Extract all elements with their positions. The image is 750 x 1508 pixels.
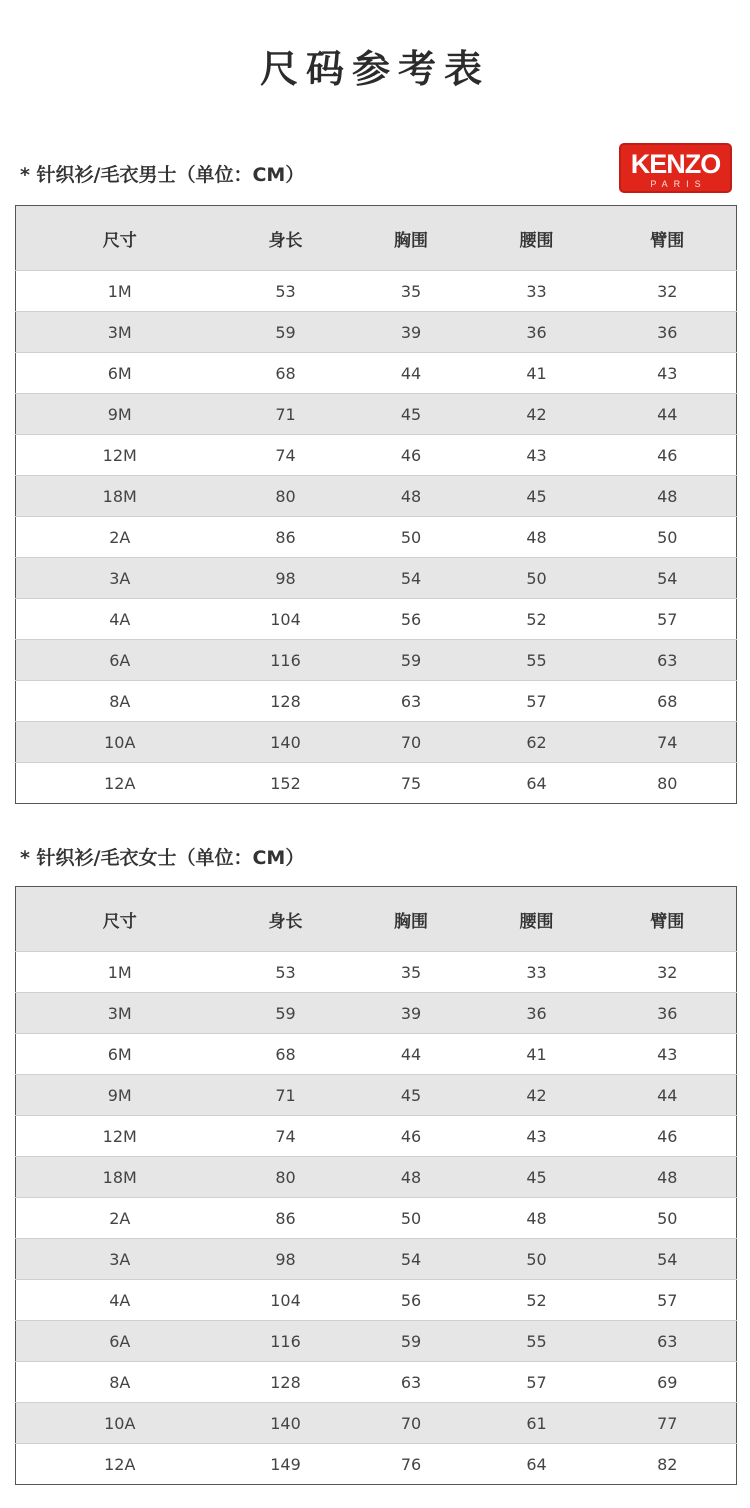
- cell-waist: 43: [475, 435, 599, 476]
- cell-arm: 32: [599, 952, 737, 993]
- column-header-chest: 胸围: [348, 887, 475, 952]
- cell-size: 12M: [16, 1116, 224, 1157]
- cell-arm: 48: [599, 476, 737, 517]
- cell-arm: 69: [599, 1362, 737, 1403]
- cell-waist: 45: [475, 476, 599, 517]
- cell-arm: 50: [599, 517, 737, 558]
- cell-length: 80: [224, 1157, 348, 1198]
- cell-chest: 45: [348, 394, 475, 435]
- cell-size: 6A: [16, 1321, 224, 1362]
- cell-length: 152: [224, 763, 348, 804]
- cell-waist: 45: [475, 1157, 599, 1198]
- cell-arm: 44: [599, 394, 737, 435]
- cell-waist: 64: [475, 1444, 599, 1485]
- cell-waist: 41: [475, 353, 599, 394]
- cell-length: 86: [224, 1198, 348, 1239]
- table-row: [16, 1321, 737, 1362]
- cell-waist: 64: [475, 763, 599, 804]
- table-row: [16, 1239, 737, 1280]
- cell-arm: 82: [599, 1444, 737, 1485]
- table-row: [16, 394, 737, 435]
- cell-chest: 63: [348, 681, 475, 722]
- cell-size: 12M: [16, 435, 224, 476]
- cell-length: 116: [224, 1321, 348, 1362]
- cell-arm: 46: [599, 435, 737, 476]
- cell-size: 10A: [16, 1403, 224, 1444]
- cell-waist: 42: [475, 1075, 599, 1116]
- cell-length: 74: [224, 435, 348, 476]
- cell-waist: 43: [475, 1116, 599, 1157]
- cell-arm: 80: [599, 763, 737, 804]
- cell-size: 1M: [16, 952, 224, 993]
- cell-waist: 52: [475, 599, 599, 640]
- cell-chest: 35: [348, 271, 475, 312]
- column-header-waist: 腰围: [475, 206, 599, 271]
- cell-size: 10A: [16, 722, 224, 763]
- column-header-chest: 胸围: [348, 206, 475, 271]
- cell-length: 71: [224, 394, 348, 435]
- cell-length: 128: [224, 681, 348, 722]
- cell-arm: 43: [599, 353, 737, 394]
- size-table-women: [15, 886, 737, 1485]
- cell-arm: 77: [599, 1403, 737, 1444]
- cell-length: 104: [224, 1280, 348, 1321]
- cell-size: 8A: [16, 1362, 224, 1403]
- cell-arm: 57: [599, 1280, 737, 1321]
- logo-brand: KENZO: [630, 149, 721, 179]
- table-row: [16, 681, 737, 722]
- cell-chest: 56: [348, 1280, 475, 1321]
- logo-sub: PARIS: [650, 179, 707, 189]
- cell-chest: 50: [348, 517, 475, 558]
- column-header-length: 身长: [224, 887, 348, 952]
- cell-arm: 43: [599, 1034, 737, 1075]
- cell-arm: 36: [599, 312, 737, 353]
- cell-chest: 63: [348, 1362, 475, 1403]
- cell-size: 4A: [16, 1280, 224, 1321]
- cell-length: 140: [224, 722, 348, 763]
- kenzo-logo: [619, 143, 732, 193]
- cell-waist: 50: [475, 1239, 599, 1280]
- section-title-women: * 针织衫/毛衣女士（单位：CM）: [20, 847, 305, 869]
- column-header-waist: 腰围: [475, 887, 599, 952]
- table-row: [16, 1362, 737, 1403]
- cell-length: 53: [224, 952, 348, 993]
- cell-arm: 63: [599, 1321, 737, 1362]
- table-row: [16, 1075, 737, 1116]
- cell-waist: 55: [475, 640, 599, 681]
- cell-waist: 48: [475, 517, 599, 558]
- table-row: [16, 435, 737, 476]
- table-row: [16, 993, 737, 1034]
- table-row: [16, 517, 737, 558]
- table-row: [16, 1280, 737, 1321]
- cell-size: 4A: [16, 599, 224, 640]
- cell-arm: 68: [599, 681, 737, 722]
- cell-size: 3A: [16, 558, 224, 599]
- cell-length: 98: [224, 558, 348, 599]
- table-row: [16, 1403, 737, 1444]
- cell-size: 3M: [16, 993, 224, 1034]
- cell-size: 12A: [16, 1444, 224, 1485]
- cell-size: 3M: [16, 312, 224, 353]
- cell-size: 2A: [16, 517, 224, 558]
- cell-length: 140: [224, 1403, 348, 1444]
- cell-chest: 59: [348, 640, 475, 681]
- cell-chest: 48: [348, 1157, 475, 1198]
- cell-size: 3A: [16, 1239, 224, 1280]
- cell-size: 8A: [16, 681, 224, 722]
- cell-size: 18M: [16, 476, 224, 517]
- cell-chest: 46: [348, 1116, 475, 1157]
- cell-chest: 44: [348, 1034, 475, 1075]
- cell-waist: 57: [475, 681, 599, 722]
- cell-waist: 42: [475, 394, 599, 435]
- cell-size: 6M: [16, 1034, 224, 1075]
- table-header-row: [16, 206, 737, 271]
- table-row: [16, 1034, 737, 1075]
- cell-length: 71: [224, 1075, 348, 1116]
- table-row: [16, 1444, 737, 1485]
- cell-length: 74: [224, 1116, 348, 1157]
- table-row: [16, 353, 737, 394]
- cell-arm: 44: [599, 1075, 737, 1116]
- cell-chest: 46: [348, 435, 475, 476]
- cell-length: 86: [224, 517, 348, 558]
- cell-chest: 44: [348, 353, 475, 394]
- cell-chest: 35: [348, 952, 475, 993]
- cell-size: 18M: [16, 1157, 224, 1198]
- cell-chest: 39: [348, 993, 475, 1034]
- table-row: [16, 1198, 737, 1239]
- cell-arm: 54: [599, 1239, 737, 1280]
- cell-chest: 75: [348, 763, 475, 804]
- cell-size: 1M: [16, 271, 224, 312]
- cell-arm: 48: [599, 1157, 737, 1198]
- cell-arm: 57: [599, 599, 737, 640]
- cell-size: 2A: [16, 1198, 224, 1239]
- cell-size: 9M: [16, 1075, 224, 1116]
- cell-length: 149: [224, 1444, 348, 1485]
- cell-length: 128: [224, 1362, 348, 1403]
- table-row: [16, 558, 737, 599]
- cell-length: 104: [224, 599, 348, 640]
- table-row: [16, 599, 737, 640]
- cell-chest: 70: [348, 1403, 475, 1444]
- column-header-size: 尺寸: [16, 206, 224, 271]
- table-header-row: [16, 887, 737, 952]
- cell-waist: 33: [475, 952, 599, 993]
- cell-waist: 36: [475, 312, 599, 353]
- cell-arm: 50: [599, 1198, 737, 1239]
- cell-chest: 76: [348, 1444, 475, 1485]
- cell-waist: 41: [475, 1034, 599, 1075]
- page-title: 尺码参考表: [259, 47, 490, 91]
- cell-waist: 57: [475, 1362, 599, 1403]
- cell-waist: 36: [475, 993, 599, 1034]
- cell-chest: 45: [348, 1075, 475, 1116]
- table-row: [16, 722, 737, 763]
- cell-size: 6M: [16, 353, 224, 394]
- cell-length: 68: [224, 1034, 348, 1075]
- cell-arm: 63: [599, 640, 737, 681]
- cell-chest: 54: [348, 1239, 475, 1280]
- table-row: [16, 312, 737, 353]
- cell-arm: 32: [599, 271, 737, 312]
- cell-waist: 48: [475, 1198, 599, 1239]
- cell-chest: 59: [348, 1321, 475, 1362]
- cell-length: 68: [224, 353, 348, 394]
- table-row: [16, 271, 737, 312]
- cell-chest: 48: [348, 476, 475, 517]
- cell-arm: 46: [599, 1116, 737, 1157]
- cell-arm: 36: [599, 993, 737, 1034]
- cell-waist: 62: [475, 722, 599, 763]
- table-row: [16, 1157, 737, 1198]
- column-header-arm: 臂围: [599, 887, 737, 952]
- cell-size: 9M: [16, 394, 224, 435]
- size-table-men: [15, 205, 737, 804]
- column-header-length: 身长: [224, 206, 348, 271]
- cell-waist: 55: [475, 1321, 599, 1362]
- table-row: [16, 640, 737, 681]
- column-header-arm: 臂围: [599, 206, 737, 271]
- cell-waist: 52: [475, 1280, 599, 1321]
- cell-chest: 56: [348, 599, 475, 640]
- cell-chest: 70: [348, 722, 475, 763]
- table-row: [16, 952, 737, 993]
- cell-waist: 33: [475, 271, 599, 312]
- cell-arm: 74: [599, 722, 737, 763]
- section-title-men: * 针织衫/毛衣男士（单位：CM）: [20, 164, 305, 186]
- table-row: [16, 476, 737, 517]
- cell-waist: 50: [475, 558, 599, 599]
- column-header-size: 尺寸: [16, 887, 224, 952]
- cell-length: 59: [224, 312, 348, 353]
- cell-length: 80: [224, 476, 348, 517]
- cell-waist: 61: [475, 1403, 599, 1444]
- cell-arm: 54: [599, 558, 737, 599]
- cell-size: 12A: [16, 763, 224, 804]
- table-row: [16, 1116, 737, 1157]
- cell-length: 98: [224, 1239, 348, 1280]
- cell-chest: 54: [348, 558, 475, 599]
- cell-length: 116: [224, 640, 348, 681]
- cell-size: 6A: [16, 640, 224, 681]
- cell-chest: 50: [348, 1198, 475, 1239]
- table-row: [16, 763, 737, 804]
- cell-length: 59: [224, 993, 348, 1034]
- cell-chest: 39: [348, 312, 475, 353]
- cell-length: 53: [224, 271, 348, 312]
